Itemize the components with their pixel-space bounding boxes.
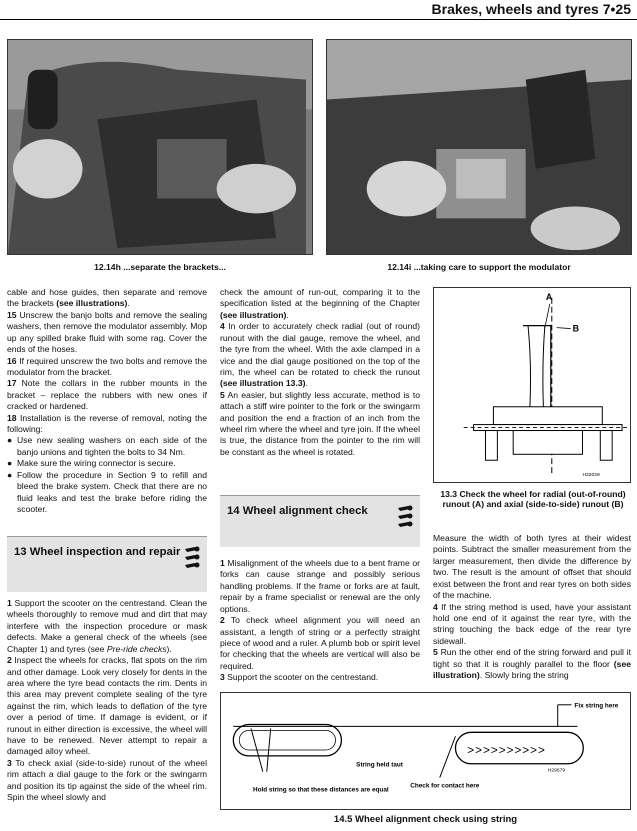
text-line: cable and hose guides, then separate and remove the brackets (see illustrations). bbox=[7, 287, 207, 309]
bullet-icon: ● bbox=[7, 458, 13, 469]
figure-14-5-caption: 14.5 Wheel alignment check using string bbox=[333, 814, 518, 825]
header-title: Brakes, wheels and tyres 7•25 bbox=[431, 1, 631, 17]
photo-support-modulator bbox=[326, 39, 632, 255]
paragraph-14-5: 5 Run the other end of the string forward and pull it tight so that it is roughly parallel to the floor (see illustration). Slowly bring the string bbox=[433, 647, 631, 681]
section-title: 13 Wheel inspection and repair bbox=[14, 546, 181, 558]
paragraph-15: 15 Unscrew the banjo bolts and remove the sealing washers, then remove the modulator assembly. Mop up any spilled brake fluid with some rag. Cover the ends of the hoses. bbox=[7, 309, 207, 355]
difficulty-spanner-icon bbox=[183, 545, 201, 573]
paragraph-13-3: 3 To check axial (side-to-side) runout of the wheel rim attach a dial gauge to the fork or the swingarm and position its tip against the side of the wheel rim. Spin the wheel slowly and bbox=[7, 757, 207, 803]
label-a: A bbox=[545, 291, 553, 302]
bullet-item: ● Follow the procedure in Section 9 to refill and bleed the brake system. Check that there are no fluid leaks and test the brake before riding the scooter. bbox=[7, 469, 207, 515]
paragraph-13-1: 1 Support the scooter on the centrestand. Clean the wheels thoroughly to remove mud and dirt that may interfere with the inspection procedure or mask defects. Make a general check of the wheels (see Chapter 1) and tyres (see Pre-ride checks). bbox=[7, 598, 207, 654]
paragraph-14-2: 2 To check wheel alignment you will need an assistant, a length of string or a perfectly straight piece of wood and a ruler. A plumb bob or spirit level for checking that the wheels are vertical will also be required. bbox=[220, 615, 420, 671]
label-b: B bbox=[572, 323, 580, 334]
label-fix-string: Fix string here bbox=[574, 702, 619, 710]
section-title: 14 Wheel alignment check bbox=[227, 505, 368, 517]
page-header bbox=[0, 0, 637, 20]
paragraph-14-4: 4 If the string method is used, have your assistant hold one end of it against the rear tyre, with the string touching the back edge of the rear tyre sidewall. bbox=[433, 601, 631, 646]
paragraph-18: 18 Installation is the reverse of removal, noting the following: bbox=[7, 412, 207, 435]
bullet-icon: ● bbox=[7, 469, 13, 480]
bullet-item: ● Use new sealing washers on each side of the banjo unions and tighten the bolts to 34 Nm. bbox=[7, 435, 207, 457]
column-3-text bbox=[433, 533, 631, 681]
paragraph-13-4: 4 In order to accurately check radial (out of round) runout with the dial gauge, remove the wheel, and the tyre from the wheel. With the axle clamped in a vice and the dial gauge positioned on the top of the rim, the wheel can be rotated to check the runout (see illustration 13.3). bbox=[220, 321, 420, 389]
paragraph-13-2: 2 Inspect the wheels for cracks, flat spots on the rim and other damage. Look very closely for dents in the area where the tyre bead contacts the rim. Dents in this area may prevent complete sealing of the tyre against the rim, which leads to deflation of the tyre over a period of time. If damage is evident, or if runout in either direction is excessive, the wheel will have to be renewed. Never attempt to repair a damaged alloy wheel. bbox=[7, 655, 207, 757]
figure-13-3-caption: 13.3 Check the wheel for radial (out-of-round) runout (A) and axial (side-to-side) runout (B) bbox=[440, 489, 626, 510]
column-2-lower bbox=[220, 558, 420, 684]
paragraph-14-cont: Measure the width of both tyres at their widest points. Subtract the smaller measurement from the larger measurement, then divide the difference by two. The result is the amount of offset that should exist between the front and rear tyres on both sides of the machine. bbox=[433, 533, 631, 601]
paragraph-13-5: 5 An easier, but slightly less accurate, method is to attach a stiff wire pointer to the fork or the swingarm and position the end a fraction of an inch from the wheel rim where the wheel and tyre join. If the wheel is true, the distance from the pointer to the rim will be constant as the wheel is rotated. bbox=[220, 389, 420, 457]
photo-caption-left: 12.14h ...separate the brackets... bbox=[94, 262, 226, 272]
paragraph-14-1: 1 Misalignment of the wheels due to a bent frame or forks can cause strange and possibly serious handling problems. If the frame or forks are at fault, repair by a frame specialist or renewal are the only options. bbox=[220, 558, 420, 614]
difficulty-spanner-icon bbox=[396, 504, 414, 532]
label-hold-string: Hold string so that these distances are equal bbox=[252, 786, 389, 794]
bullet-item: ● Make sure the wiring connector is secure. bbox=[7, 458, 176, 469]
figure-14-5 bbox=[220, 692, 631, 810]
section-14-header bbox=[220, 495, 420, 547]
paragraph-14-3: 3 Support the scooter on the centrestand. bbox=[220, 672, 379, 683]
paragraph-16: 16 If required unscrew the two bolts and remove the modulator from the bracket. bbox=[7, 355, 207, 377]
photo-caption-right: 12.14i ...taking care to support the modulator bbox=[387, 262, 571, 272]
paragraph-17: 17 Note the collars in the rubber mounts in the bracket – replace the rubbers with new ones if cracked or hardened. bbox=[7, 378, 207, 412]
figure-13-3 bbox=[433, 287, 631, 483]
section-13-header bbox=[7, 536, 207, 592]
column-2-upper bbox=[220, 287, 420, 458]
photo-separate-brackets bbox=[7, 39, 313, 255]
paragraph-13-3-cont: check the amount of run-out, comparing it to the specification listed at the beginning of the Chapter (see illustration). bbox=[220, 287, 420, 320]
column-1-upper bbox=[7, 287, 207, 515]
column-1-lower bbox=[7, 598, 207, 804]
svg-text:>>>>>>>>>>: >>>>>>>>>> bbox=[467, 743, 546, 757]
label-check-contact: Check for contact here bbox=[410, 782, 480, 790]
figure-code: H32029 bbox=[582, 473, 600, 479]
figure-code: H29679 bbox=[547, 768, 566, 774]
label-string-taut: String held taut bbox=[356, 761, 403, 769]
bullet-icon: ● bbox=[7, 435, 13, 446]
